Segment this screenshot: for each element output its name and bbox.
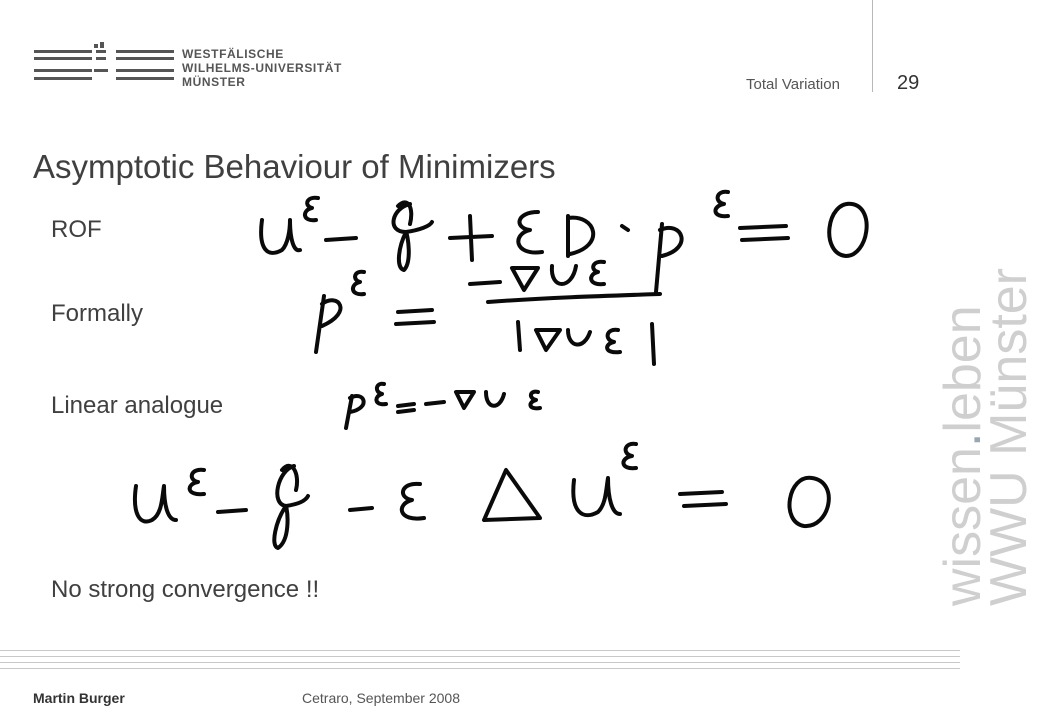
page-number: 29 xyxy=(897,72,920,94)
footer-rule-1 xyxy=(0,650,960,651)
slogan-dot: . xyxy=(934,432,992,448)
equation-linear-analogue xyxy=(346,384,540,428)
section-title: Total Variation xyxy=(746,76,840,93)
footer-rule-4 xyxy=(0,668,960,669)
label-linear-analogue: Linear analogue xyxy=(51,392,224,419)
label-formally: Formally xyxy=(51,300,144,327)
vertical-slogan xyxy=(934,268,1038,606)
footer-event: Cetraro, September 2008 xyxy=(302,690,460,706)
equation-main xyxy=(135,444,829,548)
slogan-line2: WWU Münster xyxy=(980,268,1038,606)
footer-rule-3 xyxy=(0,662,960,663)
label-rof: ROF xyxy=(51,216,102,243)
label-conclusion: No strong convergence !! xyxy=(51,576,320,603)
footer-rule-2 xyxy=(0,656,960,657)
equation-formally xyxy=(316,262,660,364)
slide-title: Asymptotic Behaviour of Minimizers xyxy=(33,148,556,185)
university-name-line1: WESTFÄLISCHE xyxy=(182,47,284,61)
university-name-line2: WILHELMS-UNIVERSITÄT xyxy=(182,61,342,75)
slogan-part2: leben xyxy=(934,305,992,433)
university-name-line3: MÜNSTER xyxy=(182,75,246,89)
slogan-part1: wissen xyxy=(934,447,992,606)
footer-author: Martin Burger xyxy=(33,690,125,706)
equation-rof xyxy=(261,192,867,292)
